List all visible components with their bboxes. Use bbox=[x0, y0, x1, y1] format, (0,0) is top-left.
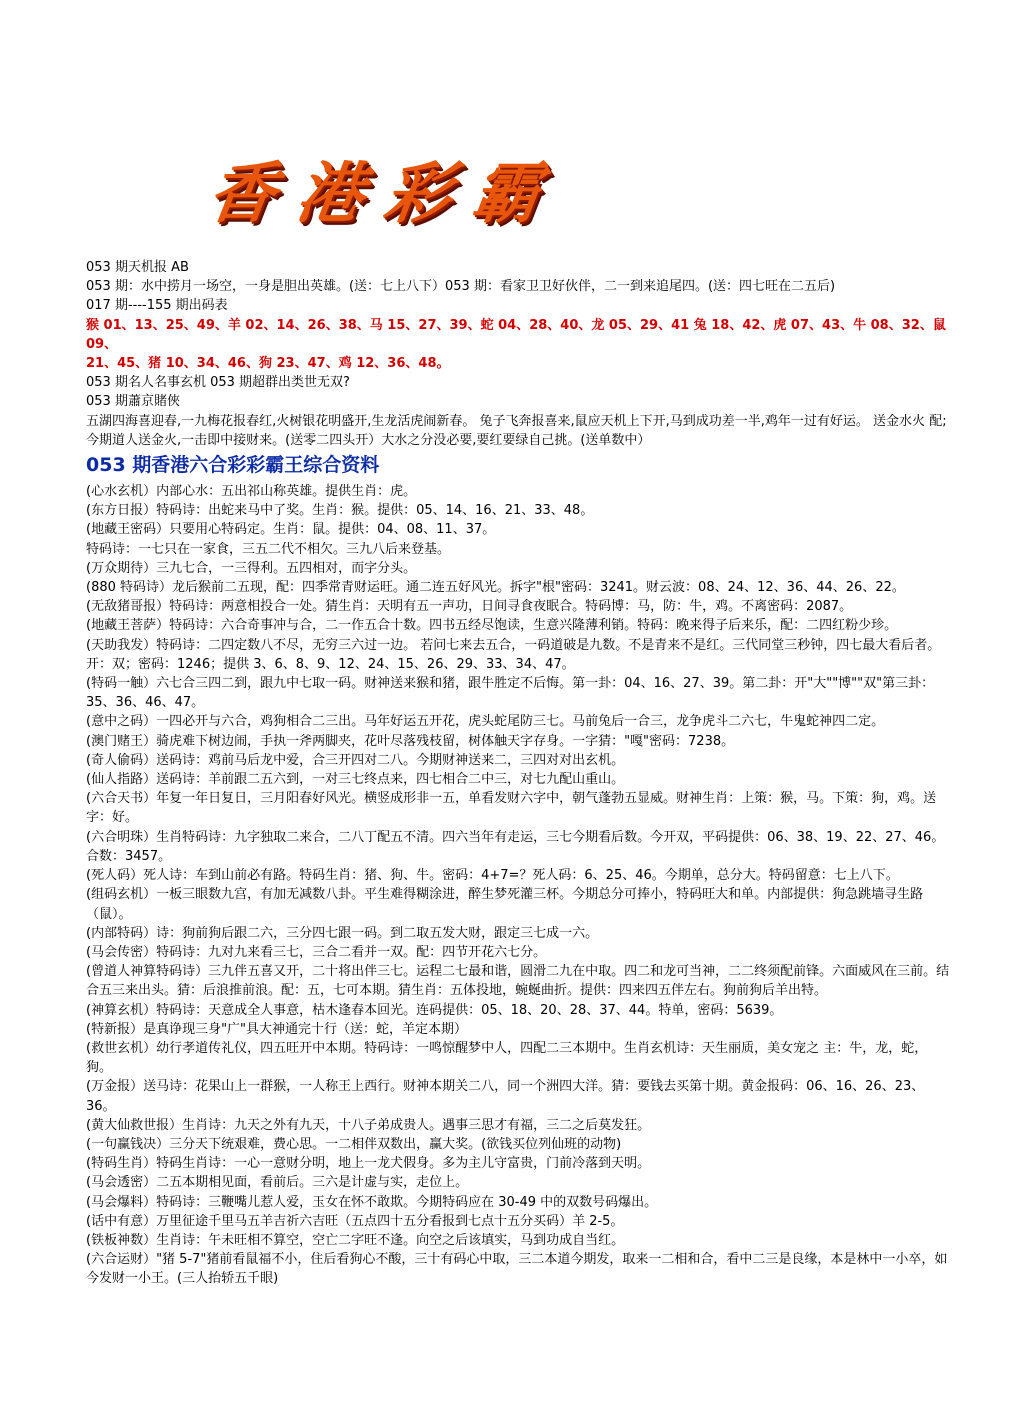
banner-logo bbox=[203, 140, 600, 250]
body-line: (六合明珠）生肖特码诗：九字独取二来合，二八丁配五不清。四六当年有走运，三七今期看后数。今开双，平码提供：06、38、19、22、27、46。合数：3457。 bbox=[86, 829, 945, 864]
body-line: (马会传密）特码诗：九对九来看三七，三合二看并一双。配：四节开花六七分。 bbox=[86, 944, 547, 960]
body-line: (曾道人神算特码诗）三九伴五喜又开，二十将出伴三七。运程二七最和谐，圆滑二九在中取。四二和龙可当神，二二终须配前锋。六面威风在三前。结合五三来出头。猜：后浪推前浪。配：五，七可本期。猜生肖：五体投地，蜿蜒曲折。提供：四来四五伴左右。狗前狗后羊出特。 bbox=[86, 964, 950, 999]
header-line: 053 期：水中捞月一场空，一身是胆出英雄。(送：七上八下）053 期：看家卫卫好伙伴，二一到来追尾四。(送：四七旺在二五后) bbox=[86, 279, 836, 295]
body-line: (万金报）送马诗：花果山上一群猴，一人称王上西行。财神本期关二八，同一个洲四大洋。猜：要钱去买第十期。黄金报码：06、16、26、23、36。 bbox=[86, 1079, 925, 1114]
body-line: (奇人偷码）送码诗：鸡前马后龙中爱，合三开四对二八。今期财神送来二，三四对对出玄机。 bbox=[86, 752, 625, 768]
body-line: (救世玄机）幼行孝道传礼仪，四五旺开中本期。特码诗：一鸣惊醒梦中人，四配二三本期中。生肖玄机诗：天生丽质，美女宠之 主：牛，龙，蛇，狗。 bbox=[86, 1040, 928, 1076]
body-line: (铁板神数）生肖诗：午未旺相不算空，空亡二字旺不逢。向空之后该填实，马到功成自当红。 bbox=[86, 1232, 625, 1248]
banner-text: 香港彩霸 bbox=[203, 154, 567, 232]
zodiac-number-line: 21、45、猪 10、34、46、狗 23、47、鸡 12、36、48。 bbox=[86, 356, 450, 372]
body-line: (天助我发）特码诗：二四定数八不尽，无穷三六过一边。 若问七来去五合，一码道破是九数。不是青来不是红。三代同堂三秒钟，四七最大看后者。 开：双；密码：1246；提供 3、6、8、9、12、24、15、26、29、33、34、47。 bbox=[86, 637, 941, 672]
section-title: 053 期香港六合彩彩霸王综合资料 bbox=[86, 454, 380, 477]
body-line: (一句赢钱决）三分天下统艰难，费心思。一二相伴双数出，赢大奖。(欲钱买位列仙班的动物) bbox=[86, 1136, 622, 1152]
body-line: (地藏王菩萨）特码诗：六合奇事冲与合，二一作五合十数。四书五经尽饱读，生意兴隆薄利销。特码：晚来得子后来乐，配：二四红粉少珍。 bbox=[86, 618, 898, 634]
mid-line: 053 期蕭京賭俠 bbox=[86, 394, 180, 410]
header-line: 017 期----155 期出码表 bbox=[86, 298, 228, 314]
body-line: (六合天书）年复一年日复日，三月阳春好风光。横竖成形非一五，单看发财六字中，朝气蓬勃五显威。财神生肖：上策：猴，马。下策：狗，鸡。送字：好。 bbox=[86, 791, 937, 826]
body-line: 特码诗：一七只在一家食，三五二代不相欠。三九八后来登基。 bbox=[86, 541, 451, 557]
body-line: (特新报）是真诤现三身"广"具大神通完十行（送：蛇，羊定本期） bbox=[86, 1021, 468, 1037]
body-line: (地藏王密码）只要用心特码定。生肖：鼠。提供：04、08、11、37。 bbox=[86, 522, 496, 538]
zodiac-number-line: 猴 01、13、25、49、羊 02、14、26、38、马 15、27、39、蛇 04、28、40、龙 05、29、41 兔 18、42、虎 07、43、牛 08、32、鼠 09、 bbox=[86, 317, 946, 352]
body-line: (特码生肖）特码生肖诗：一心一意财分明，地上一龙犬假身。多为主儿守富贵，门前冷落到天明。 bbox=[86, 1156, 651, 1172]
mid-line: 五湖四海喜迎春,一九梅花报春红,火树银花明盛开,生龙活虎闹新春。 兔子飞奔报喜来,鼠应天机上下开,马到成功差一半,鸡年一过有好运。 送金水火 配;今期道人送金火,一击即中接财来。(送零二四头开）大水之分没必要,要红要绿自己挑。(送单数中） bbox=[86, 413, 947, 448]
body-line: (心水玄机）内部心水：五出祁山称英雄。提供生肖：虎。 bbox=[86, 484, 417, 500]
body-line: (黄大仙救世报）生肖诗：九天之外有九天，十八子弟成贵人。遇事三思才有福，三二之后莫发狂。 bbox=[86, 1117, 651, 1133]
body-line: (880 特码诗）龙后猴前二五现，配：四季常青财运旺。通二连五好风光。拆字"根"密码：3241。财云波：08、24、12、36、44、26、22。 bbox=[86, 580, 905, 596]
body-line: (仙人指路）送码诗：羊前跟二五六到，一对三七终点来，四七相合二中三，对七九配山重山。 bbox=[86, 772, 625, 788]
body-line: (马会爆料）特码诗：三鞭嘴儿惹人爱，玉女在怀不敢欺。今期特码应在 30-49 中的双数号码爆出。 bbox=[86, 1194, 658, 1210]
header-line: 053 期天机报 AB bbox=[86, 260, 189, 275]
body-line: (东方日报）特码诗：出蛇来马中了奖。生肖：猴。提供：05、14、16、21、33、48。 bbox=[86, 503, 594, 519]
body-line: (万众期待）三九七合，一三得利。五四相对，而字分头。 bbox=[86, 560, 417, 576]
content bbox=[86, 258, 952, 1289]
body-line: (六合运财）"猪 5-7"猪前看鼠福不小，住后看狗心不酸，三十有码心中取，三二本道今期发，取来一二相和合，看中二三是良缘，本是林中一小卒，如今发财一小王。(三人抬轿五千眼) bbox=[86, 1252, 948, 1287]
body-line: (特码一触）六七合三四二到，跟九中七取一码。财神送来猴和猪，跟牛胜定不后悔。第一卦：04、16、27、39。第二卦：开"大""博""双"第三卦：35、36、46、47。 bbox=[86, 676, 935, 711]
body-line: (马会透密）二五本期相见面，看前后。三六是计虚与实，走位上。 bbox=[86, 1175, 469, 1191]
body-line: (神算玄机）特码诗：天意成全人事意，枯木逢春本回光。连码提供：05、18、20、28、37、44。特单，密码：5639。 bbox=[86, 1002, 783, 1018]
mid-line: 053 期名人名事玄机 053 期超群出类世无双? bbox=[86, 375, 350, 391]
body-line: (组码玄机）一板三眼数九宫，有加无减数八卦。平生难得糊涂进，醉生梦死灌三杯。今期总分可捧小，特码旺大和单。内部提供：狗急跳墙寻生路（鼠）。 bbox=[86, 887, 924, 922]
body-line: (无敌猪哥报）特码诗：两意相投合一处。猜生肖：天明有五一声功，日间寻食夜眠合。特码博：马，防：牛，鸡。不离密码：2087。 bbox=[86, 599, 853, 615]
body-line: (死人码）死人诗：车到山前必有路。特码生肖：猪、狗、牛。密码：4+7=？死人码：6、25、46。今期单，总分大。特码留意：七上八下。 bbox=[86, 868, 899, 884]
body-line: (内部特码）诗：狗前狗后跟二六，三分四七跟一码。到二取五发大财，跟定三七成一六。 bbox=[86, 925, 599, 941]
body-line: (话中有意）万里征途千里马五羊吉祈六吉旺（五点四十五分看报到七点十五分买码）羊 2-5。 bbox=[86, 1213, 624, 1229]
body-line: (意中之码）一四必开与六合，鸡狗相合二三出。马年好运五开花，虎头蛇尾防三七。马前兔后一合三，龙争虎斗二六七，牛鬼蛇神四二定。 bbox=[86, 714, 885, 730]
body-lines bbox=[86, 482, 952, 1289]
body-line: (澳门赌王）骑虎难下树边闹，手执一斧两脚夹，花叶尽落残枝留，树体触天字存身。一字猜："嘎"密码：7238。 bbox=[86, 733, 735, 749]
